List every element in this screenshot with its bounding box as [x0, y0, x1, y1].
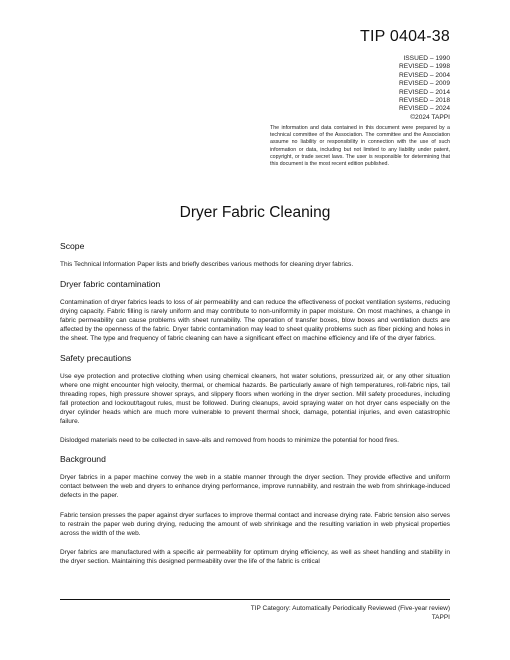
- safety-paragraph: Dislodged materials need to be collected in save-alls and removed from hoods to minimize the potential for hood fires.: [60, 437, 399, 445]
- page-footer: [251, 605, 450, 622]
- section-heading-safety: Safety precautions: [60, 352, 132, 363]
- section-heading-background: Background: [60, 454, 106, 465]
- background-paragraph: Dryer fabrics in a paper machine convey the web in a stable manner through the dryer section. They provide effective and uniform contact between the web and dryers to enhance drying performance, improve runnability, and restrain the web from shrinkage-induced defects in the paper.: [60, 474, 450, 500]
- safety-paragraph: Use eye protection and protective clothing when using chemical cleaners, hot water solutions, pressurized air, or any other situation where one might encounter high velocity, thermal, or chemical hazards. Be particularly aware of high temperatures, roll-fabric nips, tail threading ropes, high pressure shower sprays, and slippery floors when working in the dryer section. Mill safety procedures, including fall protection and lockout/tagout rules, must be followed. During cleanups, avoid spraying water on hot dryer cans especially on the dryer cylinder heads which are much more vulnerable to prevent thermal shock, damage, potential injuries, and even catastrophic failure.: [60, 372, 450, 426]
- copyright-line: ©2024 TAPPI: [410, 113, 450, 121]
- revision-history: [399, 55, 450, 122]
- footer-category: TIP Category: Automatically Periodically Reviewed (Five-year review): [250, 605, 450, 612]
- tip-number: TIP 0404-38: [360, 28, 450, 45]
- contamination-paragraph: Contamination of dryer fabrics leads to loss of air permeability and can reduce the effectiveness of pocket ventilation systems, reducing drying capacity. Fabric filling is rarely uniform and may contribute to non-uniformity in paper moisture. On most machines, a change in fabric permeability can cause problems with sheet runnability. The operation of transfer boxes, blow boxes and ventilation ducts are affected by the openness of the fabric. Dryer fabric contamination may lead to sheet quality problems such as fiber picking and holes in the sheet. The type and frequency of fabric cleaning can have a significant effect on machine efficiency and life of the dryer fabrics.: [60, 299, 450, 343]
- section-heading-scope: Scope: [60, 241, 85, 251]
- document-title: Dryer Fabric Cleaning: [179, 204, 331, 221]
- section-heading-contamination: Dryer fabric contamination: [60, 279, 161, 290]
- history-line: REVISED – 1998: [399, 63, 450, 71]
- footer-publisher: TAPPI: [431, 613, 450, 621]
- history-line: REVISED – 2009: [399, 80, 450, 88]
- history-line: REVISED – 2024: [399, 105, 450, 113]
- history-line: REVISED – 2014: [399, 88, 450, 96]
- background-paragraph: Dryer fabrics are manufactured with a specific air permeability for optimum drying efficiency, as well as sheet handling and stability in the dryer section. Maintaining this designed permeability over the life of the fabric is critical: [60, 548, 450, 565]
- document-body: [60, 241, 450, 576]
- footer-divider: [60, 599, 450, 600]
- disclaimer-text: The information and data contained in this document were prepared by a technical committee of the Association. The committee and the Association assume no liability or responsibility in connection with the use of such information or data, including but not limited to any liability under patent, copyright, or trade secret laws. The user is responsible for determining that this document is the most recent edition published.: [270, 125, 450, 168]
- history-line: ISSUED – 1990: [403, 55, 450, 62]
- scope-paragraph: This Technical Information Paper lists and briefly describes various methods for cleaning dryer fabrics.: [60, 261, 354, 268]
- history-line: REVISED – 2018: [399, 97, 450, 105]
- history-line: REVISED – 2004: [399, 71, 450, 79]
- background-paragraph: Fabric tension presses the paper against dryer surfaces to improve thermal contact and increase drying rate. Fabric tension also serves to restrain the paper web during drying, reducing the amount of web shrinkage and the resulting variation in web physical properties across the width of the web.: [60, 511, 450, 537]
